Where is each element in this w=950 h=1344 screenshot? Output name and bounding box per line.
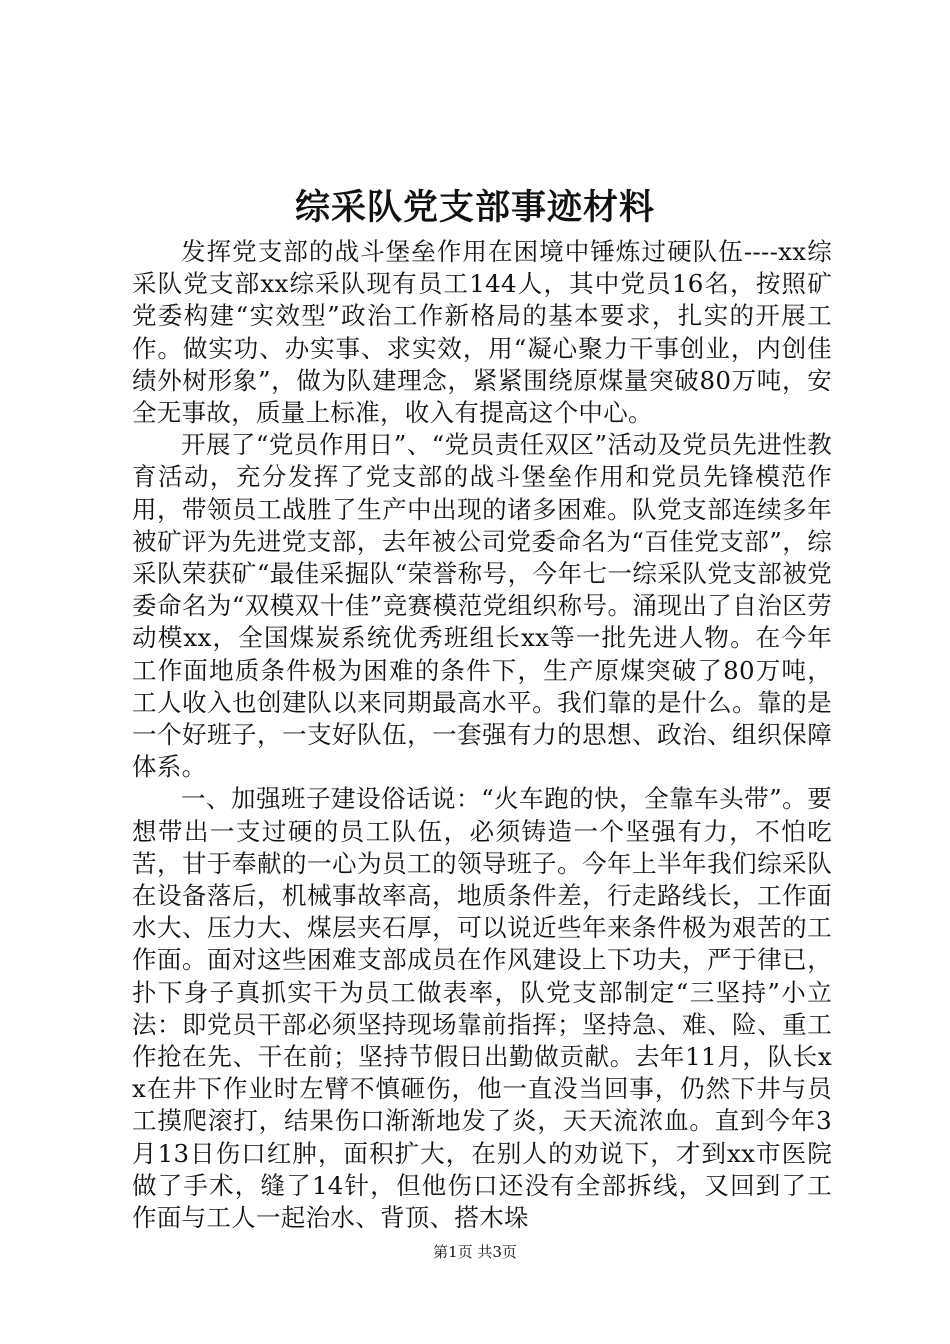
paragraph-leadership: 一、加强班子建设俗话说：“火车跑的快，全靠车头带”。要想带出一支过硬的员工队伍，必须铸造一个坚强有力，不怕吃苦，甘于奉献的一心为员工的领导班子。今年上半年我们综采队在设备落后，机械事故率高，地质条件差，行走路线长，工作面水大、压力大、煤层夹石厚，可以说近些年来条件极为艰苦的工作面。面对这些困难支部成员在作风建设上下功夫，严于律已，扑下身子真抓实干为员工做表率，队党支部制定“三坚持”小立法：即党员干部必须坚持现场靠前指挥；坚持急、难、险、重工作抢在先、干在前；坚持节假日出勤做贡献。去年11月，队长xx在井下作业时左臂不慎砸伤，他一直没当回事，仍然下井与员工摸爬滚打，结果伤口渐渐地发了炎，天天流浓血。直到今年3月13日伤口红肿，面积扩大，在别人的劝说下，才到xx市医院做了手术，缝了14针，但他伤口还没有全部拆线，又回到了工作面与工人一起治水、背顶、搭木垛 xyxy=(132,784,832,1233)
document-title: 综采队党支部事迹材料 xyxy=(294,187,655,228)
paragraph-intro: 发挥党支部的战斗堡垒作用在困境中锤炼过硬队伍----xx综采队党支部xx综采队现有员工144人，其中党员16名，按照矿党委构建“实效型”政治工作新格局的基本要求，扎实的开展工作。做实功、办实事、求实效，用“凝心聚力干事创业，内创佳绩外树形象”，做为队建理念，紧紧围绕原煤量突破80万吨，安全无事故，质量上标准，收入有提高这个中心。 xyxy=(132,237,832,428)
page-number-footer: 第1页 共3页 xyxy=(433,1243,517,1261)
paragraph-activities: 开展了“党员作用日”、“党员责任双区”活动及党员先进性教育活动，充分发挥了党支部的战斗堡垒作用和党员先锋模范作用，带领员工战胜了生产中出现的诸多困难。队党支部连续多年被矿评为先进党支部，去年被公司党委命名为“百佳党支部”，综采队荣获矿“最佳采掘队“荣誉称号，今年七一综采队党支部被党委命名为“双模双十佳”竞赛模范党组织称号。涌现出了自治区劳动模xx，全国煤炭系统优秀班组长xx等一批先进人物。在今年工作面地质条件极为困难的条件下，生产原煤突破了80万吨，工人收入也创建队以来同期最高水平。我们靠的是什么。靠的是一个好班子，一支好队伍，一套强有力的思想、政治、组织保障体系。 xyxy=(132,430,832,782)
document-body xyxy=(132,236,832,1234)
